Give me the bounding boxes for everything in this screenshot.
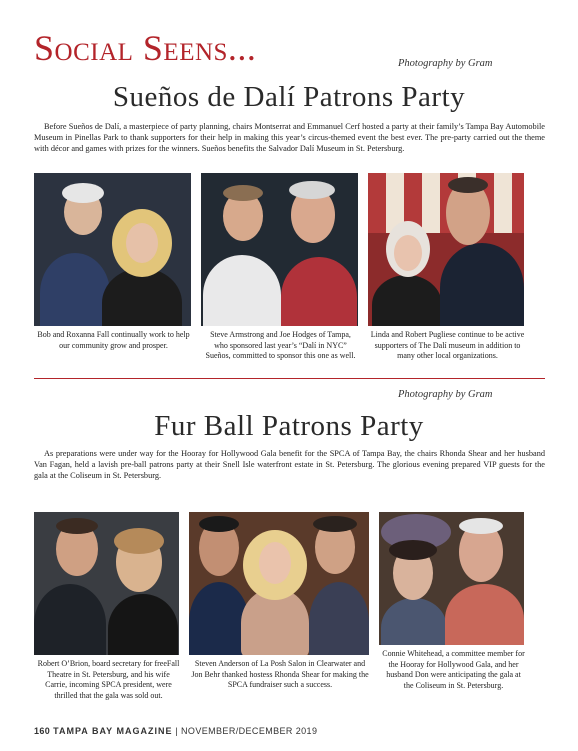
photo-caption: Linda and Robert Pugliese continue to be active supporters of The Dalí museum in addition to many other local organizations. <box>370 330 525 361</box>
event-title: Sueños de Dalí Patrons Party <box>112 81 466 113</box>
photo <box>201 173 358 326</box>
footer-separator: | <box>175 726 182 736</box>
event-title: Fur Ball Patrons Party <box>154 410 424 442</box>
photo <box>34 173 191 326</box>
page-footer <box>34 726 317 736</box>
photo-credit: Photography by Gram <box>398 389 493 400</box>
event-intro: As preparations were under way for the Hooray for Hollywood Gala benefit for the SPCA of Tampa Bay, the chairs Rhonda Shear and her husband Van Fagan, held a lavish pre-ball patrons party at their Snell Isle waterfront estate in St. Petersburg. The glorious evening prepared VIP guests for the gala at the Coliseum in St. Petersburg. <box>34 449 545 481</box>
photo-caption: Steven Anderson of La Posh Salon in Clearwater and Jon Behr thanked hostess Rhonda Shear for making the SPCA fundraiser such a success. <box>191 659 369 690</box>
photo <box>379 512 524 645</box>
section-divider <box>34 378 545 379</box>
issue-date: NOVEMBER/DECEMBER 2019 <box>181 726 318 736</box>
photo-credit: Photography by Gram <box>398 58 493 69</box>
page-section-title: Social Seens... <box>34 28 257 68</box>
photo-caption: Robert O’Brion, board secretary for freeFall Theatre in St. Petersburg, and his wife Carrie, incoming SPCA president, were thrilled that the gala was sold out. <box>37 659 180 700</box>
photo <box>189 512 369 655</box>
photo <box>368 173 524 326</box>
page-number: 160 <box>34 726 51 736</box>
photo-caption: Bob and Roxanna Fall continually work to help our community grow and prosper. <box>37 330 190 350</box>
photo-caption: Connie Whitehead, a committee member for the Hooray for Hollywood Gala, and her husband Don were anticipating the gala at the Coliseum in St. Petersburg. <box>382 649 525 690</box>
photo-caption: Steve Armstrong and Joe Hodges of Tampa, who sponsored last year’s “Dalí in NYC” Sueños, committed to sponsor this one as well. <box>205 330 356 361</box>
photo <box>34 512 179 655</box>
magazine-name: TAMPA BAY MAGAZINE <box>53 726 173 736</box>
event-intro: Before Sueños de Dalí, a masterpiece of party planning, chairs Montserrat and Emmanuel Cerf hosted a party at their family’s Tampa Bay Automobile Museum in Pinellas Park to thank supporters for their help in making this year’s circus-themed event the best ever. The pre-party carried out the theme with décor and games with prizes for the winners. Sueños benefits the Salvador Dalí Museum in St. Petersburg. <box>34 122 545 154</box>
